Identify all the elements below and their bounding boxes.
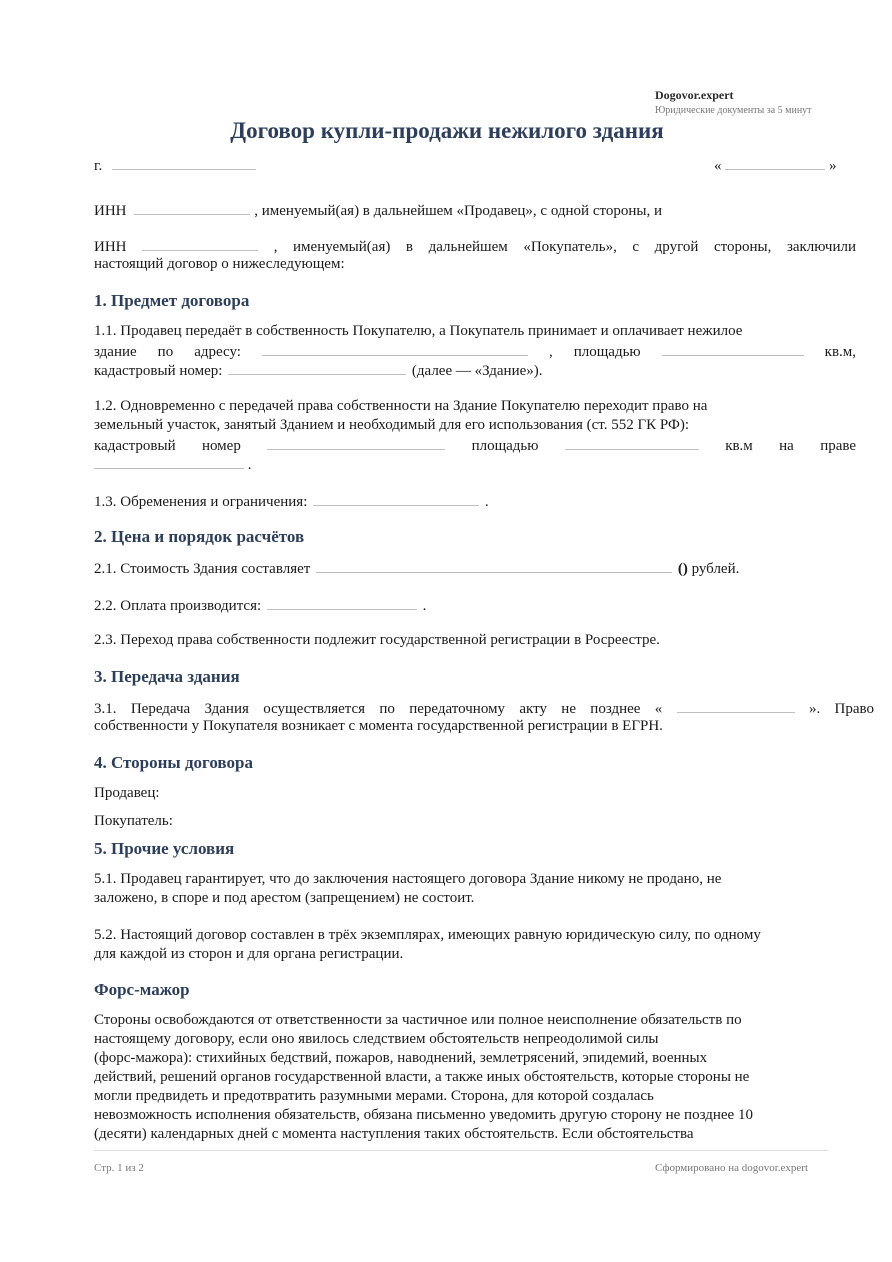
force-majeure-line: (десяти) календарных дней с момента наступления таких обстоятельств. Если обстоятельства: [94, 1126, 694, 1142]
brand-name[interactable]: Dogovor.expert: [655, 88, 734, 102]
brand-block: [655, 88, 875, 118]
area-blank[interactable]: [662, 341, 804, 356]
party-seller-line: [94, 200, 856, 221]
force-majeure-line: могли предвидеть и предотвратить разумными мерами. Сторона, для которой создалась: [94, 1088, 654, 1104]
rubles-label: рублей.: [691, 561, 740, 577]
clause-1-1-line1: 1.1. Продавец передаёт в собственность Покупателю, а Покупатель принимает и оплачивает нежилое: [94, 323, 743, 339]
clause-3-1-line1: [94, 698, 874, 719]
clause-1-3: [94, 491, 856, 512]
period: .: [484, 494, 489, 510]
city-date-row: [94, 155, 856, 176]
sqm-label: кв.м,: [824, 344, 857, 360]
section-2-heading: 2. Цена и порядок расчётов: [94, 527, 305, 546]
section-5-heading: 5. Прочие условия: [94, 839, 235, 858]
party-buyer-text: , именуемый(ая) в дальнейшем «Покупатель», с другой стороны, заключили: [273, 239, 857, 255]
brand-tagline: Юридические документы за 5 минут: [655, 105, 812, 116]
section-3-heading: 3. Передача здания: [94, 667, 240, 686]
area-label: , площадью: [548, 344, 641, 360]
building-alias: (далее — «Здание»).: [411, 363, 543, 379]
clause-3-1-line2: собственности у Покупателя возникает с момента государственной регистрации в ЕГРН.: [94, 718, 663, 734]
address-label: здание по адресу:: [94, 344, 241, 360]
inn-seller-blank[interactable]: [134, 200, 250, 215]
buyer-label: Покупатель:: [94, 813, 173, 829]
force-majeure-line: Стороны освобождаются от ответственности за частичное или полное неисполнение обязательств по: [94, 1012, 742, 1028]
transfer-text-end: ». Право: [808, 701, 875, 717]
force-majeure-line: настоящему договору, если оно явилось следствием обстоятельств непреодолимой силы: [94, 1031, 659, 1047]
force-majeure-line: действий, решений органов государственной власти, а также иных обстоятельств, которые стороны не: [94, 1069, 750, 1085]
party-buyer-line1: [94, 236, 856, 257]
transfer-text: 3.1. Передача Здания осуществляется по передаточному акту не позднее «: [94, 701, 663, 717]
land-right-blank[interactable]: [94, 454, 244, 469]
generated-by: Сформировано на dogovor.expert: [655, 1162, 809, 1174]
force-majeure-line: (форс-мажора): стихийных бедствий, пожаров, наводнений, землетрясений, эпидемий, военных: [94, 1050, 708, 1066]
page-number: Стр. 1 из 2: [94, 1162, 144, 1174]
clause-5-2-line2: для каждой из сторон и для органа регистрации.: [94, 946, 404, 962]
land-cadastral-blank[interactable]: [267, 435, 445, 450]
inn-buyer-blank[interactable]: [142, 236, 258, 251]
address-blank[interactable]: [262, 341, 528, 356]
seller-label: Продавец:: [94, 785, 160, 801]
cadastral-blank[interactable]: [228, 360, 406, 375]
cadastral-label: кадастровый номер:: [94, 363, 223, 379]
price-words-paren: (): [677, 561, 688, 577]
clause-5-1-line1: 5.1. Продавец гарантирует, что до заключения настоящего договора Здание никому не продано, не: [94, 871, 722, 887]
footer-divider: [94, 1150, 828, 1151]
party-buyer-line2: настоящий договор о нижеследующем:: [94, 256, 345, 272]
clause-1-2-line3: [94, 435, 856, 456]
section-4-heading: 4. Стороны договора: [94, 753, 253, 772]
clause-2-1: [94, 558, 856, 579]
clause-5-1-line2: заложено, в споре и под арестом (запрещением) не состоит.: [94, 890, 475, 906]
payment-label: 2.2. Оплата производится:: [94, 598, 262, 614]
price-label: 2.1. Стоимость Здания составляет: [94, 561, 311, 577]
city-prefix: г.: [94, 158, 103, 174]
encumbrance-label: 1.3. Обременения и ограничения:: [94, 494, 308, 510]
date-blank[interactable]: [725, 155, 825, 170]
clause-1-1-line3: [94, 360, 856, 381]
clause-1-2-line2: земельный участок, занятый Зданием и необходимый для его использования (ст. 552 ГК РФ):: [94, 417, 690, 433]
party-seller-text: , именуемый(ая) в дальнейшем «Продавец», с одной стороны, и: [254, 203, 662, 219]
clause-2-2: [94, 595, 856, 616]
land-right-label: кв.м на праве: [725, 438, 857, 454]
section-1-heading: 1. Предмет договора: [94, 291, 250, 310]
clause-1-2-line4: [94, 454, 856, 475]
clause-1-2-line1: 1.2. Одновременно с передачей права собственности на Здание Покупателю переходит право на: [94, 398, 708, 414]
land-area-label: площадью: [471, 438, 539, 454]
payment-blank[interactable]: [267, 595, 417, 610]
period: .: [247, 457, 252, 473]
force-majeure-heading: Форс-мажор: [94, 980, 190, 999]
land-cadastral-label: кадастровый номер: [94, 438, 241, 454]
document-title: Договор купли-продажи нежилого здания: [230, 118, 664, 143]
date-open-quote: «: [714, 158, 722, 174]
price-blank[interactable]: [316, 558, 672, 573]
date-close-quote: »: [829, 158, 837, 174]
land-area-blank[interactable]: [565, 435, 699, 450]
force-majeure-line: невозможность исполнения обязательств, обязана письменно уведомить другую сторону не позднее 10: [94, 1107, 753, 1123]
clause-1-1-line2: [94, 341, 856, 362]
date-field: [714, 155, 837, 176]
inn-label: ИНН: [94, 239, 127, 255]
transfer-date-blank[interactable]: [677, 698, 795, 713]
encumbrance-blank[interactable]: [313, 491, 479, 506]
clause-5-2-line1: 5.2. Настоящий договор составлен в трёх экземплярах, имеющих равную юридическую силу, по одному: [94, 927, 761, 943]
city-blank[interactable]: [112, 155, 256, 170]
period: .: [422, 598, 427, 614]
clause-2-3: 2.3. Переход права собственности подлежит государственной регистрации в Росреестре.: [94, 632, 660, 648]
inn-label: ИНН: [94, 203, 127, 219]
